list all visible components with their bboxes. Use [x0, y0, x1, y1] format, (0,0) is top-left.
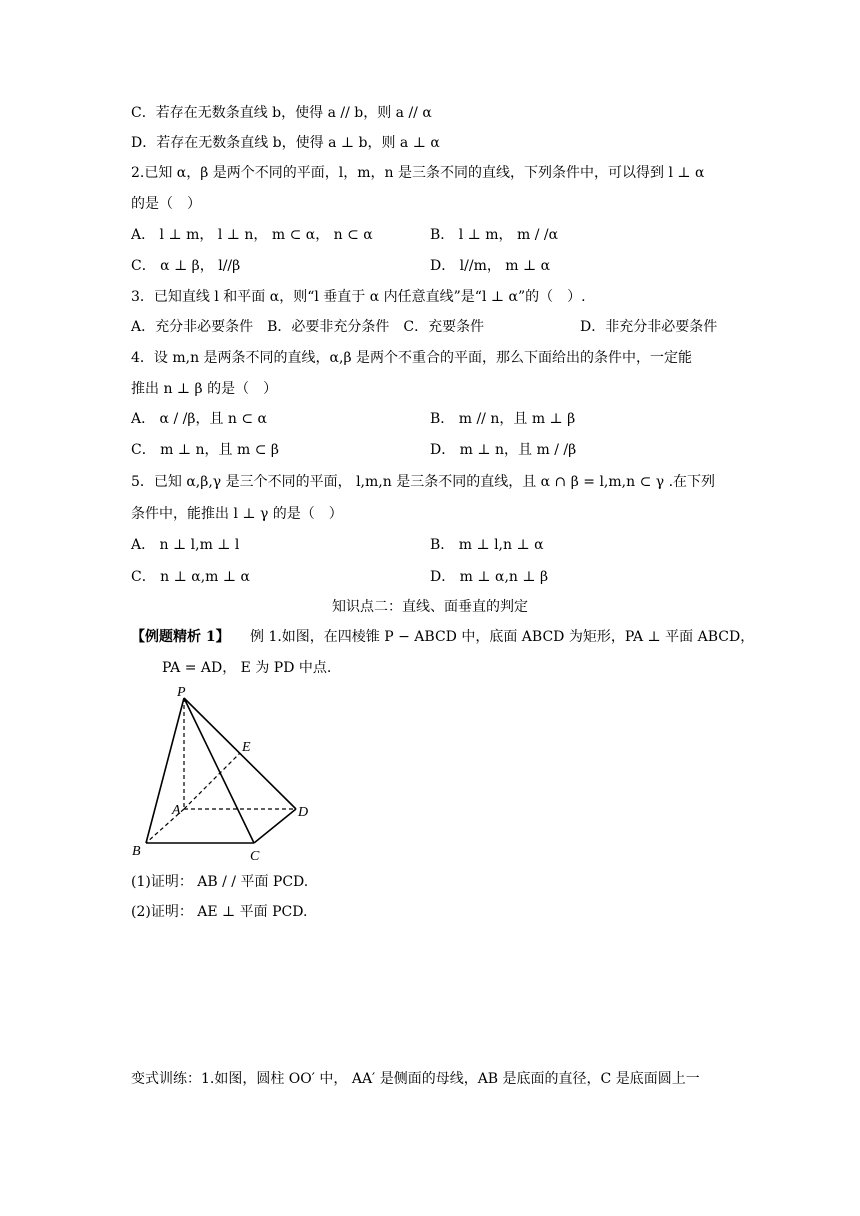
q2-option-a: A． l ⊥ m， l ⊥ n， m ⊂ α， n ⊂ α	[131, 227, 373, 243]
q2-option-c: C． α ⊥ β， l//β	[131, 258, 241, 274]
question-5-stem: 5．已知 α,β,γ 是三个不同的平面， l,m,n 是三条不同的直线，且 α ∩ β = l,m,n ⊂ γ .在下列	[131, 474, 716, 490]
proof-2: (2)证明： AE ⊥ 平面 PCD.	[131, 904, 308, 920]
q4-option-d: D． m ⊥ n，且 m / /β	[430, 442, 577, 458]
q4-option-a: A． α / /β，且 n ⊂ α	[131, 411, 267, 427]
section-heading: 知识点二：直线、面垂直的判定	[332, 599, 528, 615]
question-4-stem: 4．设 m,n 是两条不同的直线，α,β 是两个不重合的平面，那么下面给出的条件中，一定能	[131, 350, 692, 366]
q3-option-d: D．非充分非必要条件	[580, 319, 718, 335]
question-3-stem: 3．已知直线 l 和平面 α，则“l 垂直于 α 内任意直线”是“l ⊥ α”的（ ）.	[131, 289, 586, 305]
q4-option-c: C． m ⊥ n，且 m ⊂ β	[131, 442, 279, 458]
variation-training: 变式训练：1.如图，圆柱 OO′ 中， AA′ 是侧面的母线，AB 是底面的直径，C 是底面圆上一	[131, 1071, 700, 1087]
edge-pc	[184, 698, 254, 843]
edge-cd	[254, 809, 296, 843]
question-5-stem-cont: 条件中，能推出 l ⊥ γ 的是（ ）	[131, 506, 343, 522]
edge-pb	[146, 698, 184, 843]
example-tag: 【例题精析 1】	[131, 629, 230, 645]
question-2-stem-cont: 的是（ ）	[131, 196, 201, 212]
q5-option-b: B． m ⊥ l,n ⊥ α	[430, 537, 544, 553]
question-2-stem: 2.已知 α，β 是两个不同的平面，l，m，n 是三条不同的直线，下列条件中，可以得到 l ⊥ α	[131, 165, 705, 181]
example-1-stem: 例 1.如图，在四棱锥 P − ABCD 中，底面 ABCD 为矩形，PA ⊥ 平面 ABCD，	[250, 629, 755, 645]
label-a: A	[172, 803, 181, 818]
q5-option-a: A． n ⊥ l,m ⊥ l	[131, 537, 240, 553]
label-d: D	[298, 805, 309, 820]
proof-1: (1)证明： AB / / 平面 PCD.	[131, 874, 309, 890]
q2-option-b: B． l ⊥ m， m / /α	[430, 227, 559, 243]
label-c: C	[250, 849, 260, 862]
label-b: B	[132, 844, 141, 859]
line-c-option: C．若存在无数条直线 b，使得 a // b，则 a // α	[131, 105, 432, 121]
q5-option-d: D． m ⊥ α,n ⊥ β	[430, 569, 549, 585]
pyramid-figure	[128, 682, 328, 862]
q2-option-d: D． l//m， m ⊥ α	[430, 258, 551, 274]
example-1-stem-cont: PA = AD， E 为 PD 中点.	[162, 660, 332, 676]
q5-option-c: C． n ⊥ α,m ⊥ α	[131, 569, 250, 585]
segment-ae	[184, 753, 240, 809]
line-d-option: D．若存在无数条直线 b，使得 a ⊥ b，则 a ⊥ α	[131, 135, 440, 151]
q3-options: A．充分非必要条件 B．必要非充分条件 C．充要条件	[131, 319, 485, 335]
q4-option-b: B． m // n，且 m ⊥ β	[430, 411, 576, 427]
label-p: P	[177, 685, 186, 700]
label-e: E	[242, 740, 251, 755]
question-4-stem-cont: 推出 n ⊥ β 的是（ ）	[131, 381, 278, 397]
